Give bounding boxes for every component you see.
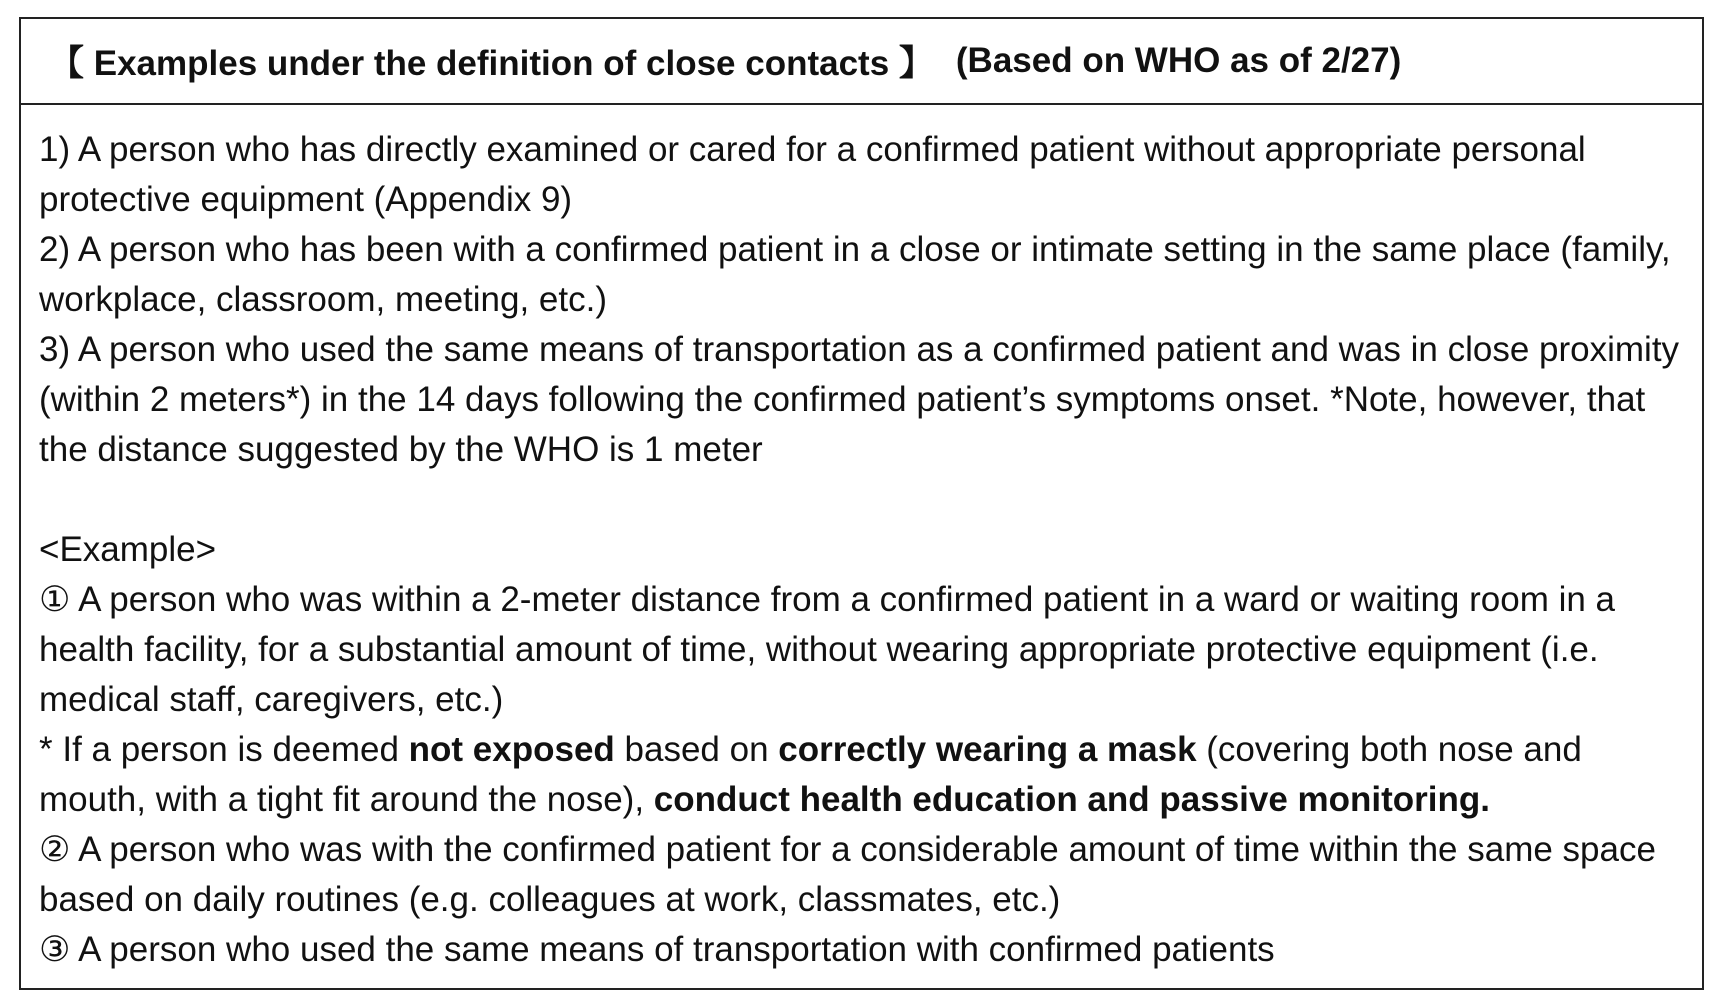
definition-2: 2) A person who has been with a confirmed patient in a close or intimate setting in the same place (family, workplace, classroom, meeting, etc.) [39,230,1671,319]
example-item-3: ③ A person who used the same means of transportation with confirmed patients [39,930,1275,969]
example-heading: <Example> [39,530,217,569]
title-main: 【 Examples under the definition of close contacts 】 [49,44,934,83]
definitions-body [21,105,1702,975]
spacer [39,475,1682,525]
close-contacts-box [19,17,1704,990]
example-item-2: ② A person who was with the confirmed patient for a considerable amount of time within the same space based on daily routines (e.g. colleagues at work, classmates, etc.) [39,830,1656,919]
note-text-3: (covering both nose and mouth, with a tight fit around the nose), [39,730,1582,819]
note-emphasis-mask: correctly wearing a mask [778,730,1197,769]
example-item-1: ① A person who was within a 2-meter distance from a confirmed patient in a ward or waiting room in a health facility, for a substantial amount of time, without wearing appropriate protective equipment (i.e. medical staff, caregivers, etc.) [39,580,1616,719]
note-emphasis-not-exposed: not exposed [408,730,615,769]
title-basis: (Based on WHO as of 2/27) [955,41,1402,80]
definition-1: 1) A person who has directly examined or cared for a confirmed patient without appropriate personal protective equipment (Appendix 9) [39,130,1586,219]
note-text-2: based on [614,730,779,769]
note-emphasis-monitoring: conduct health education and passive monitoring. [653,780,1491,819]
title-bar [21,19,1702,105]
mask-exposure-note [39,725,1682,825]
definition-3: 3) A person who used the same means of transportation as a confirmed patient and was in close proximity (within 2 meters*) in the 14 days following the confirmed patient’s symptoms onset. *Note, however, that the distance suggested by the WHO is 1 meter [39,330,1680,469]
note-text-1: * If a person is deemed [39,730,409,769]
